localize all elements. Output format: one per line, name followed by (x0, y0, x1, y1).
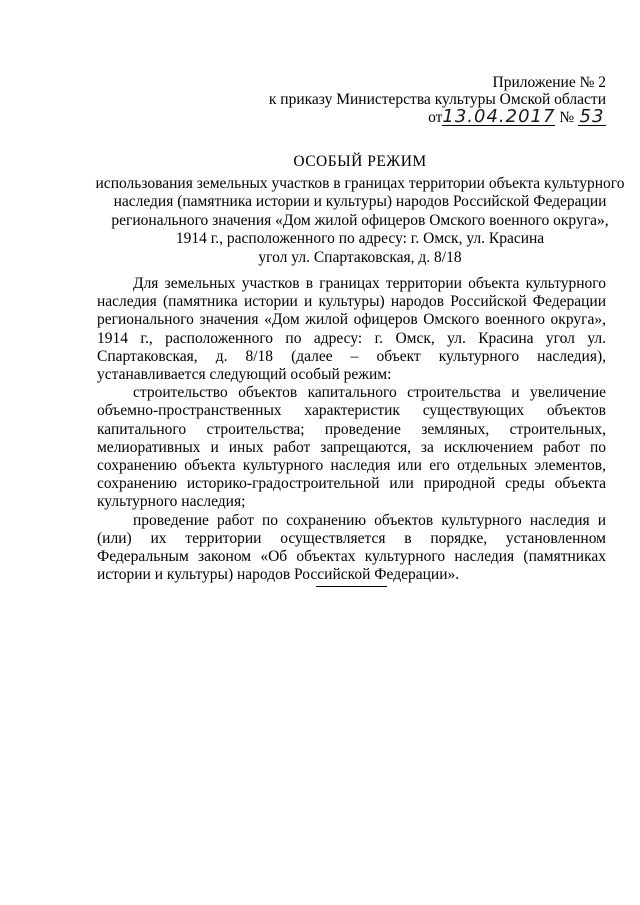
document-title (80, 153, 640, 267)
body-paragraph: строительство объектов капитального строительства и увеличение объемно-пространственных характеристик существующих объектов капитального строительства; проведение земляных, строительных, мелиоративных и иных работ запрещаются, за исключением работ по сохранению объекта культурного наследия или его отдельных элементов, сохранению историко-градостроительной или природной среды объекта культурного наследия; (97, 384, 606, 511)
appendix-header (269, 74, 606, 126)
title-line: регионального значения «Дом жилой офицеров Омского военного округа», (111, 211, 609, 229)
appendix-number: Приложение № 2 (492, 74, 606, 91)
order-date-number (269, 108, 606, 126)
title-line: 1914 г., расположенного по адресу: г. Омск, ул. Красина (175, 230, 545, 247)
title-heading: ОСОБЫЙ РЕЖИМ (293, 153, 427, 170)
end-divider-line (316, 586, 387, 587)
order-reference: к приказу Министерства культуры Омской области (268, 91, 606, 108)
document-body (97, 275, 606, 584)
title-line: использования земельных участков в границах территории объекта культурного (95, 174, 625, 192)
title-line: угол ул. Спартаковская, д. 8/18 (258, 248, 462, 266)
number-label: № (559, 109, 575, 126)
body-paragraph: Для земельных участков в границах территории объекта культурного наследия (памятника истории и культуры) народов Российской Федерации регионального значения «Дом жилой офицеров Омского военного округа», 1914 г., расположенного по адресу: г. Омск, ул. Красина угол ул. Спартаковская, д. 8/18 (далее – объект культурного наследия), устанавливается следующий особый режим: (97, 275, 606, 384)
handwritten-number: 53 (579, 106, 605, 127)
body-paragraph: проведение работ по сохранению объектов культурного наследия и (или) их территории осуществляется в порядке, установленном Федеральным законом «Об объектах культурного наследия (памятниках истории и культуры) народов Российской Федерации». (97, 511, 606, 584)
date-prefix: от (428, 109, 443, 126)
handwritten-date: 13.04.2017 (442, 106, 556, 127)
title-line: наследия (памятника истории и культуры) народов Российской Федерации (113, 193, 607, 210)
